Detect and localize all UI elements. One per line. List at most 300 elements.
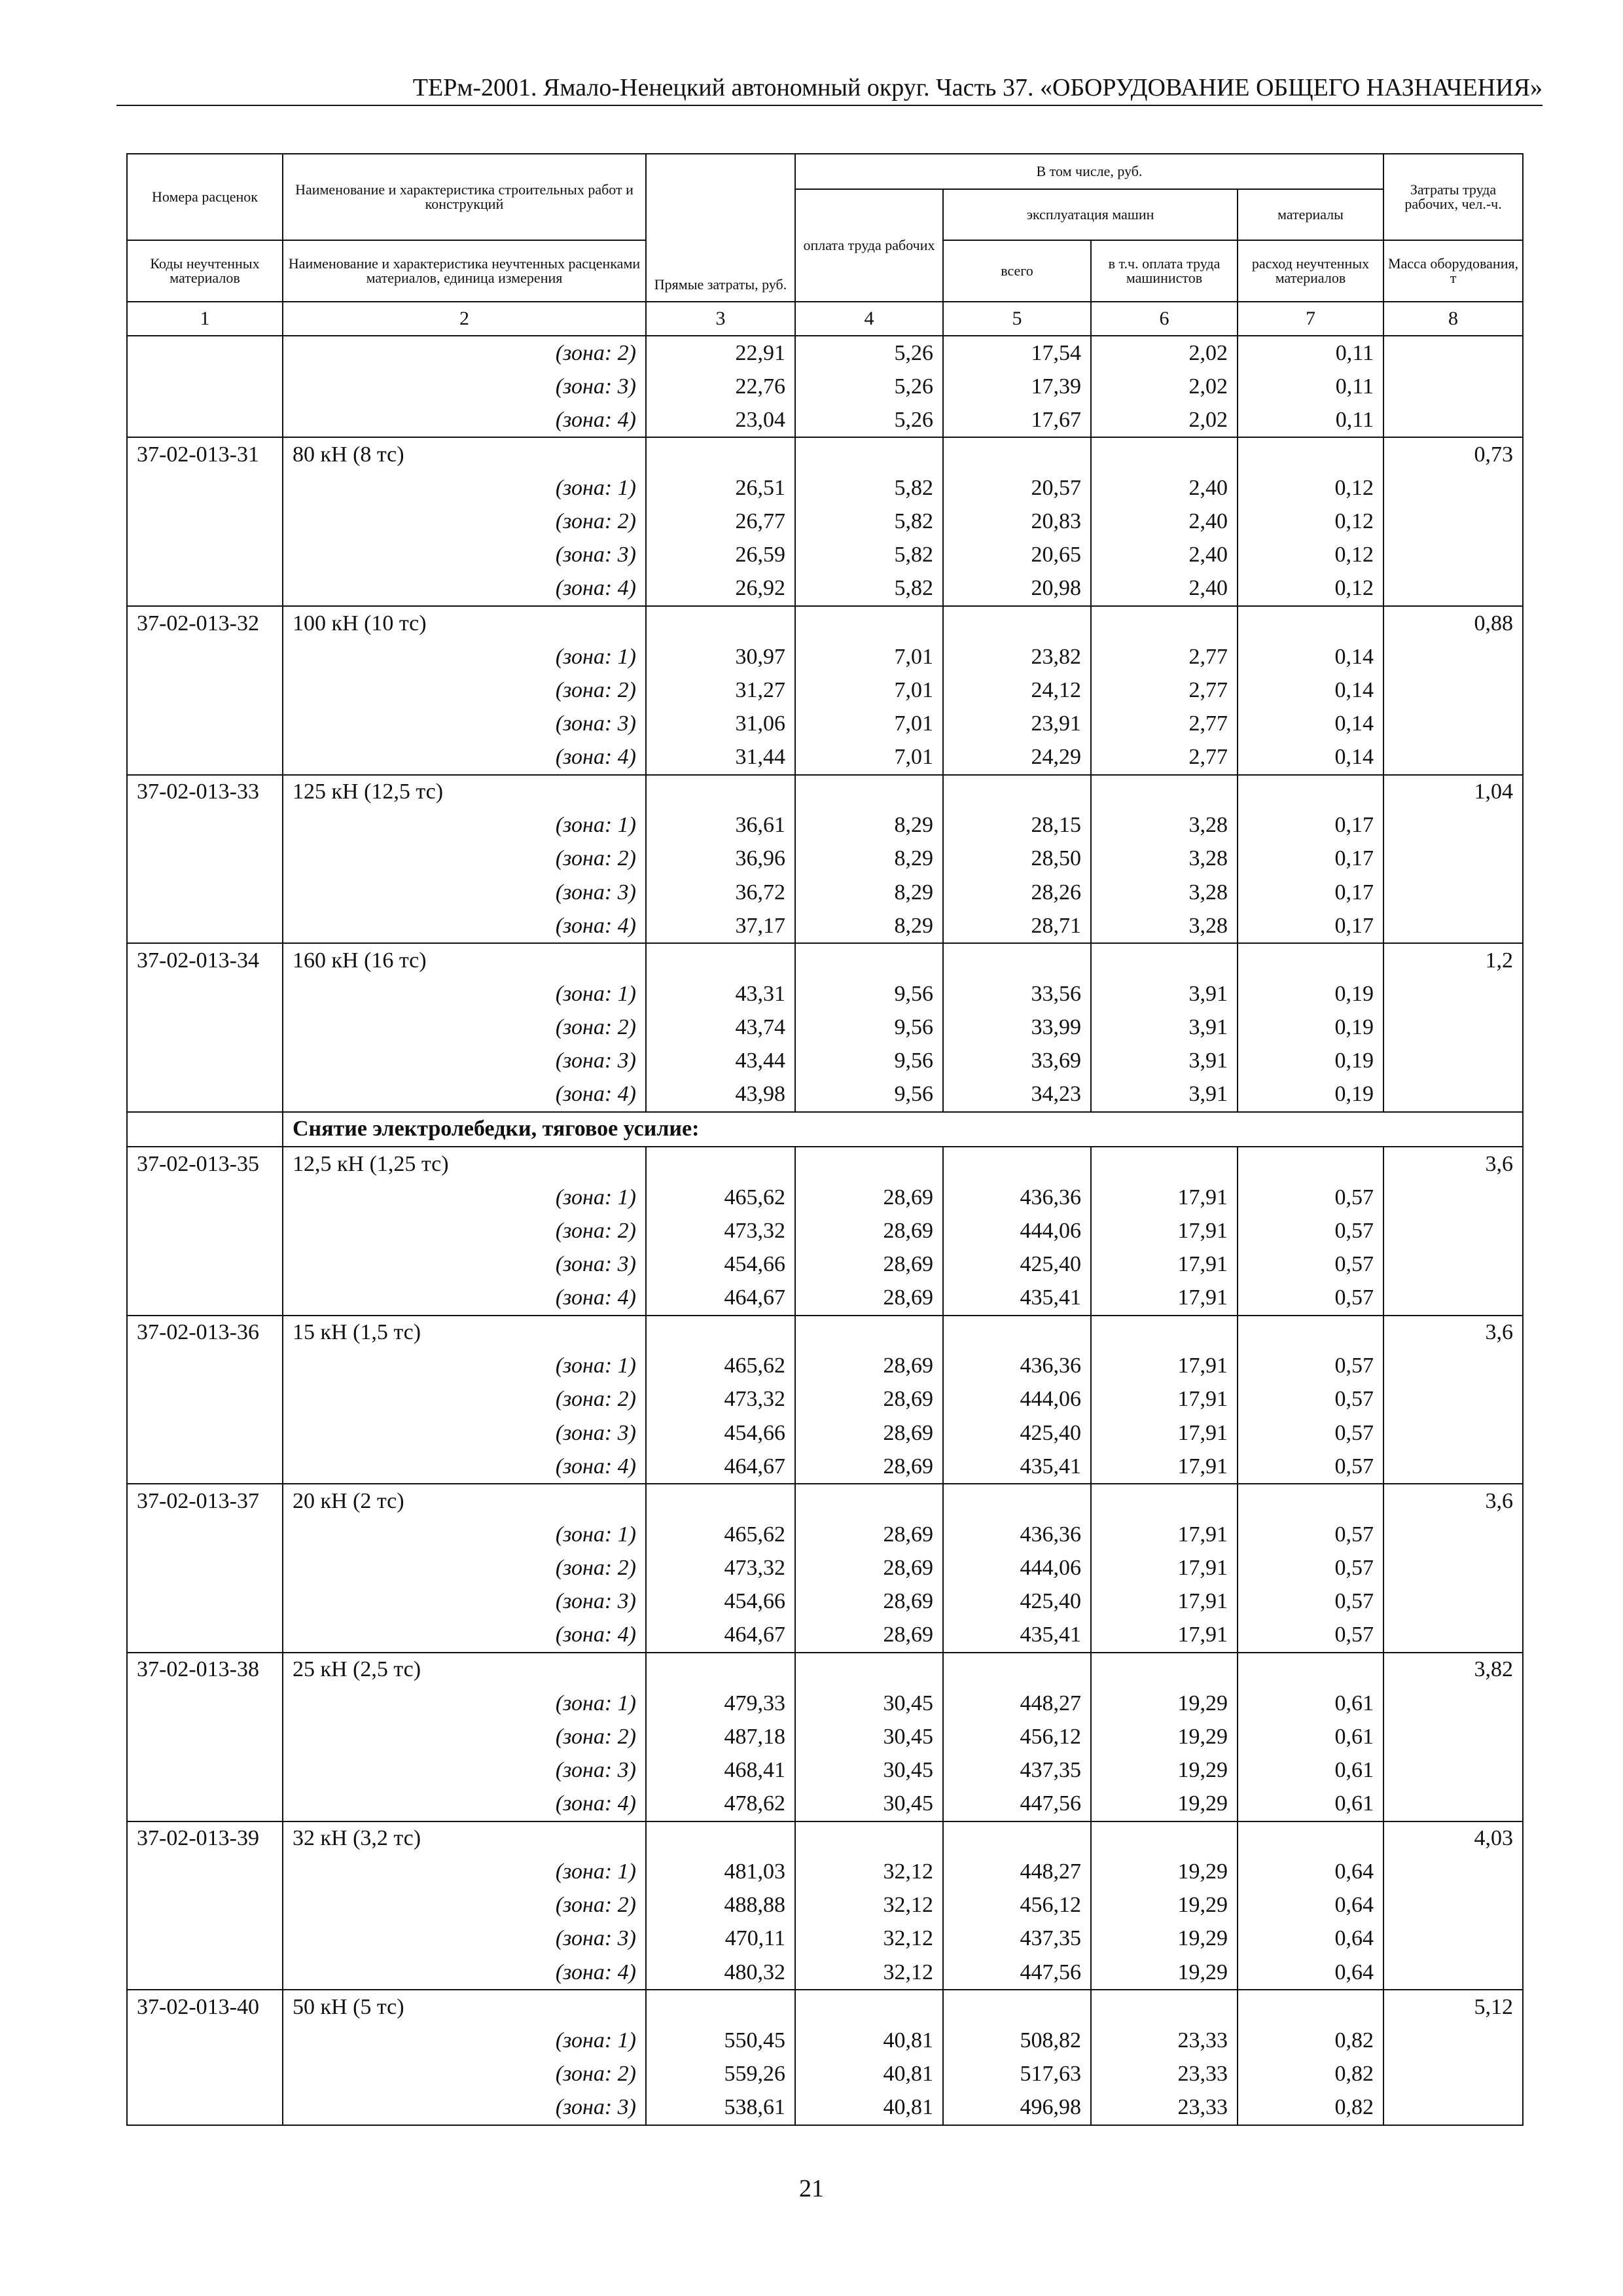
machines-total: 508,82 (943, 2024, 1091, 2057)
column-number: 1 (127, 302, 283, 336)
zone-row (127, 809, 1523, 842)
machines-header: эксплуатация машин (943, 189, 1238, 240)
zone-label: (зона: 3) (283, 1922, 646, 1956)
zone-label: (зона: 3) (283, 1416, 646, 1450)
zone-label: (зона: 1) (283, 1856, 646, 1889)
zone-row (127, 1753, 1523, 1787)
machines-total: 517,63 (943, 2057, 1091, 2090)
equipment-mass (1383, 842, 1523, 876)
direct-cost: 454,66 (646, 1585, 795, 1619)
materials-unaccounted: 0,14 (1238, 707, 1383, 740)
zone-label: (зона: 4) (283, 1956, 646, 1990)
rate-code-cell (127, 673, 283, 707)
machines-total: 20,98 (943, 572, 1091, 606)
zone-row (127, 1282, 1523, 1316)
direct-cost: 43,44 (646, 1045, 795, 1078)
labor-pay: 32,12 (795, 1956, 943, 1990)
rate-code: 37-02-013-34 (127, 943, 283, 977)
zone-row (127, 539, 1523, 572)
zone-row (127, 1787, 1523, 1821)
rate-code-cell (127, 1247, 283, 1281)
equipment-mass (1383, 539, 1523, 572)
machines-total: 20,83 (943, 505, 1091, 539)
including-header: В том числе, руб. (795, 154, 1383, 189)
machinists-pay: 23,33 (1091, 2091, 1238, 2125)
equipment-mass (1383, 1922, 1523, 1956)
direct-cost: 478,62 (646, 1787, 795, 1821)
direct-cost: 479,33 (646, 1687, 795, 1720)
rate-header-row (127, 775, 1523, 809)
zone-label: (зона: 3) (283, 539, 646, 572)
materials-unaccounted: 0,57 (1238, 1247, 1383, 1281)
machines-total: 447,56 (943, 1956, 1091, 1990)
machines-total: 28,50 (943, 842, 1091, 876)
materials-unaccounted: 0,12 (1238, 505, 1383, 539)
direct-cost: 465,62 (646, 1181, 795, 1214)
equipment-mass: 5,12 (1383, 1990, 1523, 2024)
materials-unaccounted: 0,12 (1238, 572, 1383, 606)
rate-code-cell (127, 1889, 283, 1922)
equipment-mass (1383, 1720, 1523, 1753)
zone-row (127, 909, 1523, 943)
rate-code: 37-02-013-35 (127, 1147, 283, 1181)
machines-total: 33,56 (943, 977, 1091, 1011)
empty-cell (795, 1653, 943, 1687)
empty-cell (1238, 1653, 1383, 1687)
labor-pay: 9,56 (795, 1078, 943, 1112)
rate-code-cell (127, 1619, 283, 1653)
zone-label: (зона: 4) (283, 741, 646, 775)
empty-cell (943, 943, 1091, 977)
materials-unaccounted: 0,64 (1238, 1856, 1383, 1889)
equipment-mass (1383, 1247, 1523, 1281)
labor-pay: 5,82 (795, 505, 943, 539)
page-number: 21 (799, 2175, 824, 2202)
equipment-mass (1383, 1214, 1523, 1247)
empty-cell (646, 1821, 795, 1856)
rate-name: 50 кН (5 тс) (283, 1990, 646, 2024)
machinists-pay: 2,77 (1091, 673, 1238, 707)
rate-code-cell (127, 1383, 283, 1416)
machines-total: 435,41 (943, 1619, 1091, 1653)
machinists-pay: 17,91 (1091, 1383, 1238, 1416)
machinists-pay: 3,91 (1091, 1011, 1238, 1045)
machines-total: 456,12 (943, 1720, 1091, 1753)
rate-code-cell (127, 1552, 283, 1585)
zone-label: (зона: 1) (283, 1518, 646, 1551)
rate-code-cell (127, 1518, 283, 1551)
machinists-pay: 19,29 (1091, 1856, 1238, 1889)
machines-total: 24,29 (943, 741, 1091, 775)
empty-cell (646, 1653, 795, 1687)
machinists-pay: 2,02 (1091, 403, 1238, 437)
materials-unaccounted: 0,64 (1238, 1922, 1383, 1956)
rate-header-row (127, 943, 1523, 977)
empty-cell (1238, 1316, 1383, 1350)
machinists-pay: 3,91 (1091, 1078, 1238, 1112)
machinists-pay: 19,29 (1091, 1922, 1238, 1956)
equipment-mass: 3,6 (1383, 1147, 1523, 1181)
zone-label: (зона: 4) (283, 1078, 646, 1112)
equipment-mass (1383, 1687, 1523, 1720)
materials-unaccounted: 0,17 (1238, 842, 1383, 876)
empty-cell (943, 775, 1091, 809)
materials-unaccounted: 0,61 (1238, 1753, 1383, 1787)
machinists-pay: 19,29 (1091, 1687, 1238, 1720)
equipment-mass: 3,82 (1383, 1653, 1523, 1687)
machinists-pay: 17,91 (1091, 1585, 1238, 1619)
empty-cell (646, 437, 795, 471)
machinists-pay: 17,91 (1091, 1214, 1238, 1247)
zone-row (127, 1214, 1523, 1247)
equipment-mass (1383, 1383, 1523, 1416)
machines-total: 28,71 (943, 909, 1091, 943)
empty-cell (943, 1821, 1091, 1856)
labor-pay: 40,81 (795, 2091, 943, 2125)
labor-pay: 40,81 (795, 2024, 943, 2057)
machinists-pay: 17,91 (1091, 1282, 1238, 1316)
zone-label: (зона: 3) (283, 1247, 646, 1281)
machinists-pay: 19,29 (1091, 1889, 1238, 1922)
direct-cost: 23,04 (646, 403, 795, 437)
empty-cell (1238, 1990, 1383, 2024)
zone-label: (зона: 2) (283, 1214, 646, 1247)
running-header: ТЕРм-2001. Ямало-Ненецкий автономный округ. Часть 37. «ОБОРУДОВАНИЕ ОБЩЕГО НАЗНАЧЕНИЯ» (116, 71, 1543, 106)
rate-code-cell (127, 842, 283, 876)
empty-cell (1091, 437, 1238, 471)
col1-subheader: Коды неучтенных материалов (127, 240, 283, 302)
equipment-mass (1383, 2057, 1523, 2090)
direct-cost: 464,67 (646, 1619, 795, 1653)
empty-cell (1091, 1990, 1238, 2024)
materials-unaccounted: 0,14 (1238, 741, 1383, 775)
machinists-pay: 19,29 (1091, 1787, 1238, 1821)
direct-cost: 550,45 (646, 2024, 795, 2057)
zone-row (127, 1922, 1523, 1956)
equipment-mass: 1,04 (1383, 775, 1523, 809)
rate-name: 25 кН (2,5 тс) (283, 1653, 646, 1687)
empty-cell (795, 1821, 943, 1856)
labor-pay: 28,69 (795, 1181, 943, 1214)
machines-total: 34,23 (943, 1078, 1091, 1112)
equipment-mass (1383, 1181, 1523, 1214)
rate-code-cell (127, 876, 283, 909)
machines-total: 444,06 (943, 1383, 1091, 1416)
rate-code-cell (127, 2091, 283, 2125)
machinists-pay: 23,33 (1091, 2024, 1238, 2057)
zone-row (127, 707, 1523, 740)
equipment-mass (1383, 1282, 1523, 1316)
empty-cell (943, 1147, 1091, 1181)
machinists-pay: 17,91 (1091, 1416, 1238, 1450)
labor-pay: 8,29 (795, 809, 943, 842)
equipment-mass (1383, 741, 1523, 775)
rate-code: 37-02-013-33 (127, 775, 283, 809)
direct-cost: 488,88 (646, 1889, 795, 1922)
machinists-pay: 3,28 (1091, 909, 1238, 943)
machines-total: 28,26 (943, 876, 1091, 909)
empty-cell (1091, 1316, 1238, 1350)
rate-code: 37-02-013-37 (127, 1484, 283, 1518)
rate-code-cell (127, 1112, 283, 1147)
machinists-pay: 2,40 (1091, 539, 1238, 572)
rate-header-row (127, 1484, 1523, 1518)
machinists-pay: 3,28 (1091, 809, 1238, 842)
zone-row (127, 1045, 1523, 1078)
zone-label: (зона: 4) (283, 909, 646, 943)
labor-pay: 8,29 (795, 909, 943, 943)
equipment-mass (1383, 1619, 1523, 1653)
rate-code: 37-02-013-38 (127, 1653, 283, 1687)
equipment-mass (1383, 472, 1523, 505)
rate-code-cell (127, 1011, 283, 1045)
zone-row (127, 505, 1523, 539)
zone-label: (зона: 4) (283, 1282, 646, 1316)
zone-row (127, 1078, 1523, 1112)
empty-cell (795, 775, 943, 809)
machinists-pay: 17,91 (1091, 1450, 1238, 1484)
machines-total: 435,41 (943, 1282, 1091, 1316)
labor-pay: 32,12 (795, 1856, 943, 1889)
empty-cell (943, 1653, 1091, 1687)
direct-cost: 36,72 (646, 876, 795, 909)
rate-header-row (127, 606, 1523, 640)
empty-cell (646, 1990, 795, 2024)
labor-pay: 30,45 (795, 1687, 943, 1720)
machinists-pay: 19,29 (1091, 1720, 1238, 1753)
zone-row (127, 1720, 1523, 1753)
machines-total: 28,15 (943, 809, 1091, 842)
labor-pay: 32,12 (795, 1922, 943, 1956)
materials-unaccounted: 0,57 (1238, 1552, 1383, 1585)
zone-label: (зона: 3) (283, 707, 646, 740)
labor-pay: 28,69 (795, 1585, 943, 1619)
direct-cost: 26,51 (646, 472, 795, 505)
zone-label: (зона: 2) (283, 1552, 646, 1585)
materials-unaccounted: 0,57 (1238, 1383, 1383, 1416)
column-number: 8 (1383, 302, 1523, 336)
labor-pay: 9,56 (795, 1011, 943, 1045)
equipment-mass: 1,2 (1383, 943, 1523, 977)
machines-total: 23,82 (943, 640, 1091, 673)
zone-label: (зона: 1) (283, 640, 646, 673)
rate-code-cell (127, 1282, 283, 1316)
empty-cell (943, 1484, 1091, 1518)
direct-cost: 37,17 (646, 909, 795, 943)
direct-cost: 31,44 (646, 741, 795, 775)
rate-name: 100 кН (10 тс) (283, 606, 646, 640)
zone-row (127, 472, 1523, 505)
equipment-mass: 0,88 (1383, 606, 1523, 640)
rate-code-cell (127, 370, 283, 403)
rate-code-cell (127, 403, 283, 437)
machines-total: 425,40 (943, 1416, 1091, 1450)
direct-cost: 22,76 (646, 370, 795, 403)
zone-row (127, 1181, 1523, 1214)
rate-header-row (127, 1821, 1523, 1856)
empty-cell (646, 1484, 795, 1518)
equipment-mass (1383, 1416, 1523, 1450)
empty-cell (795, 606, 943, 640)
empty-cell (795, 1147, 943, 1181)
equipment-mass (1383, 2091, 1523, 2125)
machines-total: 33,69 (943, 1045, 1091, 1078)
rate-name: 15 кН (1,5 тс) (283, 1316, 646, 1350)
direct-cost: 559,26 (646, 2057, 795, 2090)
labor-pay: 28,69 (795, 1416, 943, 1450)
rate-code-cell (127, 1078, 283, 1112)
zone-label: (зона: 2) (283, 1720, 646, 1753)
machines-total: 447,56 (943, 1787, 1091, 1821)
materials-unaccounted: 0,61 (1238, 1787, 1383, 1821)
materials-unaccounted: 0,57 (1238, 1450, 1383, 1484)
rate-code: 37-02-013-40 (127, 1990, 283, 2024)
rate-code-cell (127, 707, 283, 740)
direct-cost: 43,31 (646, 977, 795, 1011)
empty-cell (943, 1316, 1091, 1350)
column-number: 4 (795, 302, 943, 336)
labor-pay: 7,01 (795, 707, 943, 740)
empty-cell (646, 1147, 795, 1181)
machines-total: 437,35 (943, 1753, 1091, 1787)
column-number: 5 (943, 302, 1091, 336)
equipment-mass (1383, 1787, 1523, 1821)
labor-pay: 28,69 (795, 1350, 943, 1383)
equipment-mass (1383, 1889, 1523, 1922)
equipment-mass (1383, 673, 1523, 707)
labor-pay-header: оплата труда рабочих (795, 189, 943, 302)
direct-cost: 464,67 (646, 1450, 795, 1484)
machines-total: 17,39 (943, 370, 1091, 403)
materials-unaccounted: 0,12 (1238, 539, 1383, 572)
equipment-mass (1383, 1078, 1523, 1112)
rate-code-cell (127, 336, 283, 370)
materials-unaccounted: 0,19 (1238, 977, 1383, 1011)
table-body (127, 336, 1523, 2125)
machines-total: 20,57 (943, 472, 1091, 505)
zone-row (127, 1856, 1523, 1889)
col2-subheader: Наименование и характеристика неучтенных расценками материалов, единица измерения (283, 240, 646, 302)
zone-row (127, 1247, 1523, 1281)
zone-row (127, 1619, 1523, 1653)
machinists-pay: 17,91 (1091, 1518, 1238, 1551)
direct-cost: 26,59 (646, 539, 795, 572)
rate-code-cell (127, 1922, 283, 1956)
rate-code-cell (127, 2057, 283, 2090)
zone-row (127, 977, 1523, 1011)
empty-cell (646, 775, 795, 809)
rate-code-cell (127, 977, 283, 1011)
rate-name: 125 кН (12,5 тс) (283, 775, 646, 809)
direct-cost: 31,06 (646, 707, 795, 740)
machines-total: 425,40 (943, 1585, 1091, 1619)
materials-unaccounted: 0,82 (1238, 2057, 1383, 2090)
direct-cost: 480,32 (646, 1956, 795, 1990)
materials-unaccounted: 0,14 (1238, 640, 1383, 673)
direct-cost: 26,77 (646, 505, 795, 539)
zone-label: (зона: 4) (283, 1450, 646, 1484)
zone-row (127, 1687, 1523, 1720)
labor-pay: 5,82 (795, 539, 943, 572)
machinists-pay: 2,02 (1091, 370, 1238, 403)
labor-pay: 8,29 (795, 842, 943, 876)
direct-cost: 454,66 (646, 1416, 795, 1450)
machines-total-header: всего (943, 240, 1091, 302)
column-number: 6 (1091, 302, 1238, 336)
column-number: 7 (1238, 302, 1383, 336)
direct-cost: 481,03 (646, 1856, 795, 1889)
direct-cost: 465,62 (646, 1518, 795, 1551)
equipment-mass (1383, 1350, 1523, 1383)
empty-cell (1238, 943, 1383, 977)
zone-label: (зона: 3) (283, 370, 646, 403)
empty-cell (1091, 943, 1238, 977)
machinists-pay: 2,77 (1091, 707, 1238, 740)
zone-label: (зона: 2) (283, 336, 646, 370)
zone-row (127, 370, 1523, 403)
rate-name: 80 кН (8 тс) (283, 437, 646, 471)
equipment-mass: 0,73 (1383, 437, 1523, 471)
zone-label: (зона: 1) (283, 809, 646, 842)
machines-total: 17,54 (943, 336, 1091, 370)
rate-header-row (127, 1990, 1523, 2024)
machinists-pay: 2,77 (1091, 741, 1238, 775)
labor-pay: 28,69 (795, 1450, 943, 1484)
empty-cell (1238, 606, 1383, 640)
rate-code-cell (127, 572, 283, 606)
equipment-mass (1383, 572, 1523, 606)
empty-cell (1238, 1821, 1383, 1856)
materials-unaccounted: 0,57 (1238, 1350, 1383, 1383)
zone-row (127, 403, 1523, 437)
rate-code-cell (127, 1720, 283, 1753)
machinists-pay: 3,91 (1091, 977, 1238, 1011)
empty-cell (1091, 775, 1238, 809)
materials-unaccounted: 0,57 (1238, 1585, 1383, 1619)
zone-row (127, 1383, 1523, 1416)
machines-total: 448,27 (943, 1687, 1091, 1720)
rate-code: 37-02-013-39 (127, 1821, 283, 1856)
direct-cost: 470,11 (646, 1922, 795, 1956)
materials-unaccounted: 0,57 (1238, 1181, 1383, 1214)
equipment-mass (1383, 909, 1523, 943)
zone-label: (зона: 4) (283, 403, 646, 437)
zone-row (127, 336, 1523, 370)
direct-cost: 43,74 (646, 1011, 795, 1045)
rate-code-cell (127, 1687, 283, 1720)
rate-code-cell (127, 1856, 283, 1889)
equipment-mass (1383, 809, 1523, 842)
empty-cell (795, 1484, 943, 1518)
zone-row (127, 1585, 1523, 1619)
equipment-mass (1383, 1552, 1523, 1585)
machinists-pay: 19,29 (1091, 1956, 1238, 1990)
direct-cost: 473,32 (646, 1552, 795, 1585)
labor-pay: 7,01 (795, 640, 943, 673)
machinists-pay: 17,91 (1091, 1247, 1238, 1281)
zone-label: (зона: 3) (283, 1045, 646, 1078)
equipment-mass (1383, 876, 1523, 909)
labor-pay: 8,29 (795, 876, 943, 909)
rate-code: 37-02-013-32 (127, 606, 283, 640)
machinists-pay: 2,40 (1091, 472, 1238, 505)
equipment-mass (1383, 1856, 1523, 1889)
zone-row (127, 1552, 1523, 1585)
zone-row (127, 1518, 1523, 1551)
materials-unaccounted: 0,11 (1238, 403, 1383, 437)
zone-label: (зона: 2) (283, 505, 646, 539)
equipment-mass (1383, 505, 1523, 539)
